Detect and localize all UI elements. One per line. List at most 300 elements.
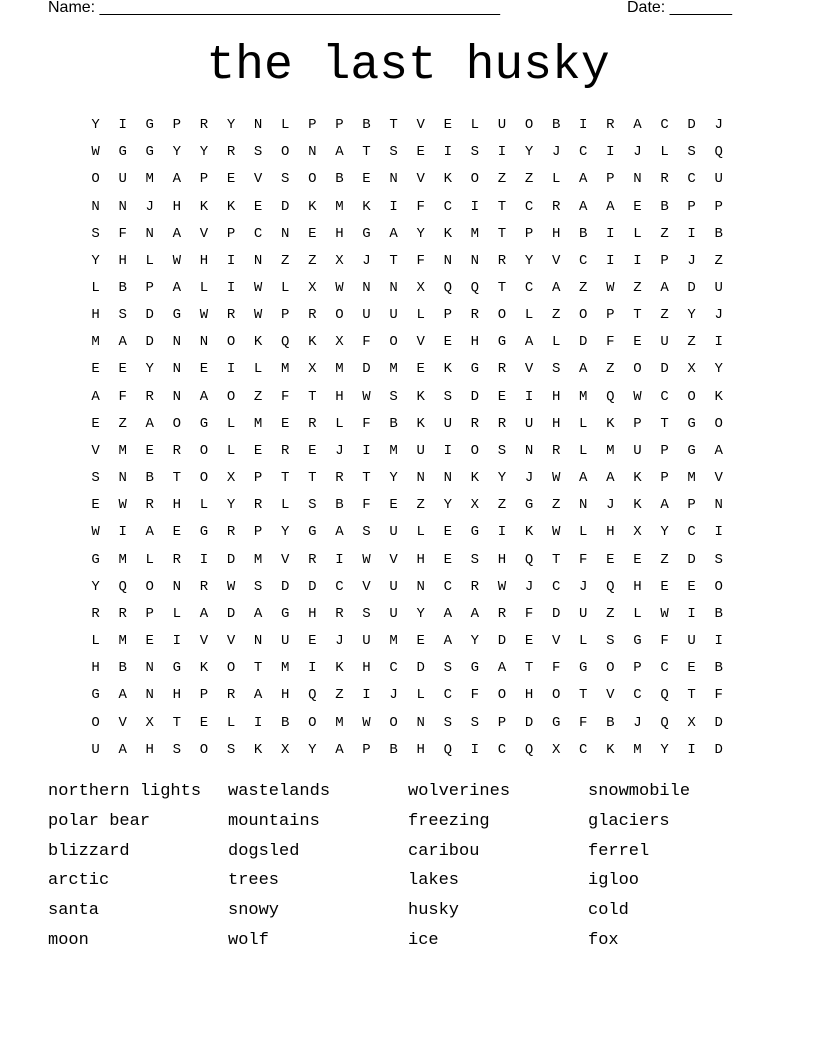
grid-letter: P bbox=[660, 470, 669, 487]
grid-letter: P bbox=[443, 307, 452, 324]
grid-letter: E bbox=[118, 361, 127, 378]
grid-letter: O bbox=[308, 714, 317, 731]
grid-letter: A bbox=[118, 741, 127, 758]
grid-letter: K bbox=[606, 741, 615, 758]
grid-row bbox=[82, 411, 732, 438]
grid-letter: C bbox=[633, 687, 642, 704]
grid-letter: A bbox=[253, 605, 263, 622]
grid-letter: A bbox=[253, 687, 263, 704]
grid-letter: Y bbox=[497, 470, 507, 487]
grid-letter: C bbox=[443, 687, 452, 704]
grid-letter: S bbox=[91, 470, 100, 487]
grid-letter: E bbox=[91, 497, 100, 514]
grid-row bbox=[82, 438, 732, 465]
grid-letter: Z bbox=[687, 334, 696, 351]
grid-letter: H bbox=[606, 524, 615, 541]
grid-letter: H bbox=[335, 225, 344, 242]
grid-letter: L bbox=[633, 225, 642, 242]
grid-letter: R bbox=[172, 442, 182, 459]
grid-letter: P bbox=[687, 198, 696, 215]
grid-letter: Z bbox=[551, 497, 561, 514]
grid-row bbox=[82, 574, 732, 601]
grid-letter: A bbox=[579, 198, 588, 215]
grid-letter: K bbox=[253, 741, 263, 758]
word-list-item: polar bear bbox=[48, 811, 151, 831]
grid-row bbox=[82, 547, 732, 574]
grid-letter: B bbox=[335, 497, 344, 514]
grid-letter: I bbox=[443, 442, 452, 459]
grid-letter: J bbox=[714, 117, 723, 134]
word-list-item: wastelands bbox=[228, 782, 331, 801]
grid-letter: N bbox=[416, 578, 425, 595]
grid-letter: H bbox=[118, 252, 127, 269]
grid-letter: L bbox=[145, 551, 154, 568]
grid-letter: O bbox=[172, 415, 182, 432]
grid-letter: S bbox=[253, 144, 263, 161]
grid-letter: R bbox=[470, 307, 480, 324]
grid-letter: D bbox=[145, 334, 154, 351]
grid-letter: N bbox=[308, 144, 317, 161]
grid-letter: S bbox=[253, 578, 263, 595]
grid-letter: M bbox=[281, 361, 290, 378]
grid-letter: P bbox=[145, 605, 154, 622]
grid-letter: N bbox=[633, 171, 642, 188]
grid-letter: N bbox=[714, 497, 723, 514]
grid-letter: A bbox=[145, 524, 154, 541]
grid-letter: N bbox=[416, 714, 425, 731]
grid-letter: R bbox=[470, 415, 480, 432]
grid-letter: O bbox=[199, 442, 209, 459]
grid-letter: N bbox=[524, 442, 534, 459]
grid-letter: I bbox=[714, 334, 723, 351]
grid-letter: J bbox=[606, 497, 615, 514]
grid-letter: S bbox=[687, 144, 696, 161]
grid-letter: V bbox=[551, 633, 561, 650]
grid-letter: T bbox=[389, 117, 398, 134]
grid-letter: Q bbox=[281, 334, 290, 351]
grid-letter: V bbox=[551, 252, 561, 269]
grid-letter: C bbox=[443, 578, 452, 595]
grid-letter: N bbox=[118, 470, 127, 487]
grid-letter: G bbox=[470, 660, 480, 677]
grid-letter: I bbox=[633, 252, 642, 269]
grid-letter: K bbox=[335, 660, 344, 677]
grid-letter: N bbox=[416, 470, 425, 487]
grid-letter: K bbox=[308, 198, 317, 215]
grid-letter: N bbox=[389, 171, 398, 188]
grid-letter: T bbox=[281, 470, 290, 487]
grid-letter: J bbox=[633, 144, 642, 161]
grid-letter: W bbox=[253, 307, 263, 324]
grid-letter: I bbox=[497, 524, 507, 541]
grid-letter: Z bbox=[551, 307, 561, 324]
grid-letter: Z bbox=[335, 687, 344, 704]
grid-letter: M bbox=[335, 714, 344, 731]
grid-letter: P bbox=[714, 198, 723, 215]
grid-letter: A bbox=[633, 117, 642, 134]
grid-letter: R bbox=[497, 605, 507, 622]
grid-letter: S bbox=[389, 144, 398, 161]
grid-letter: D bbox=[714, 714, 723, 731]
grid-letter: F bbox=[416, 252, 425, 269]
grid-letter: T bbox=[308, 470, 317, 487]
grid-letter: R bbox=[226, 307, 236, 324]
grid-letter: N bbox=[172, 361, 182, 378]
grid-letter: S bbox=[308, 497, 317, 514]
grid-letter: Z bbox=[714, 252, 723, 269]
grid-letter: Y bbox=[416, 225, 425, 242]
grid-letter: O bbox=[389, 714, 398, 731]
grid-letter: A bbox=[172, 171, 182, 188]
grid-letter: H bbox=[199, 252, 209, 269]
grid-letter: H bbox=[172, 198, 182, 215]
grid-letter: F bbox=[579, 714, 588, 731]
grid-letter: O bbox=[281, 144, 290, 161]
grid-letter: L bbox=[551, 334, 561, 351]
grid-letter: G bbox=[145, 117, 154, 134]
grid-letter: V bbox=[253, 171, 263, 188]
grid-letter: C bbox=[524, 280, 534, 297]
grid-row bbox=[82, 139, 732, 166]
grid-letter: I bbox=[226, 361, 236, 378]
grid-letter: L bbox=[416, 524, 425, 541]
word-list-item: husky bbox=[408, 901, 460, 921]
grid-letter: N bbox=[362, 280, 371, 297]
grid-letter: L bbox=[579, 633, 588, 650]
grid-letter: Q bbox=[443, 741, 452, 758]
grid-letter: T bbox=[660, 415, 669, 432]
grid-letter: E bbox=[308, 633, 317, 650]
grid-letter: I bbox=[118, 117, 127, 134]
grid-letter: Q bbox=[443, 280, 452, 297]
grid-letter: C bbox=[660, 388, 669, 405]
grid-letter: V bbox=[416, 334, 425, 351]
grid-letter: U bbox=[524, 415, 534, 432]
grid-letter: O bbox=[199, 470, 209, 487]
grid-letter: M bbox=[335, 361, 344, 378]
grid-letter: E bbox=[497, 388, 507, 405]
grid-letter: O bbox=[389, 334, 398, 351]
grid-letter: K bbox=[470, 470, 480, 487]
grid-letter: C bbox=[551, 578, 561, 595]
grid-letter: A bbox=[579, 361, 588, 378]
grid-letter: E bbox=[443, 551, 452, 568]
grid-letter: W bbox=[172, 252, 182, 269]
grid-letter: P bbox=[172, 117, 182, 134]
name-field-label: Name: _____________________________________________ bbox=[48, 0, 500, 16]
grid-letter: G bbox=[687, 442, 696, 459]
grid-letter: I bbox=[172, 633, 182, 650]
grid-letter: S bbox=[470, 714, 480, 731]
grid-letter: P bbox=[308, 117, 317, 134]
grid-letter: F bbox=[524, 605, 534, 622]
grid-letter: Y bbox=[145, 361, 154, 378]
grid-letter: O bbox=[606, 660, 615, 677]
grid-letter: H bbox=[470, 334, 480, 351]
grid-letter: N bbox=[172, 578, 182, 595]
grid-letter: D bbox=[281, 198, 290, 215]
grid-letter: T bbox=[633, 307, 642, 324]
grid-letter: E bbox=[91, 415, 100, 432]
grid-letter: C bbox=[579, 252, 588, 269]
grid-letter: P bbox=[199, 171, 209, 188]
grid-letter: Q bbox=[524, 551, 534, 568]
grid-letter: C bbox=[687, 524, 696, 541]
grid-letter: M bbox=[118, 551, 127, 568]
grid-letter: E bbox=[91, 361, 100, 378]
grid-letter: F bbox=[118, 225, 127, 242]
grid-letter: M bbox=[118, 633, 127, 650]
grid-letter: T bbox=[172, 714, 182, 731]
grid-letter: X bbox=[308, 361, 317, 378]
grid-letter: S bbox=[281, 171, 290, 188]
grid-row bbox=[82, 193, 732, 220]
grid-letter: P bbox=[497, 714, 507, 731]
grid-row bbox=[82, 302, 732, 329]
grid-letter: U bbox=[389, 524, 398, 541]
grid-letter: W bbox=[335, 280, 344, 297]
grid-letter: K bbox=[416, 415, 425, 432]
grid-letter: M bbox=[118, 442, 127, 459]
grid-letter: Z bbox=[497, 171, 507, 188]
grid-letter: B bbox=[660, 198, 669, 215]
grid-letter: E bbox=[633, 334, 642, 351]
grid-letter: A bbox=[389, 225, 398, 242]
grid-letter: A bbox=[199, 605, 209, 622]
grid-letter: N bbox=[443, 252, 452, 269]
grid-letter: X bbox=[281, 741, 290, 758]
grid-letter: E bbox=[172, 524, 182, 541]
grid-letter: A bbox=[470, 605, 480, 622]
grid-letter: U bbox=[389, 578, 398, 595]
grid-letter: S bbox=[118, 307, 127, 324]
grid-letter: B bbox=[714, 605, 723, 622]
grid-letter: A bbox=[443, 633, 452, 650]
grid-row bbox=[82, 628, 732, 655]
grid-letter: Y bbox=[470, 633, 480, 650]
grid-letter: Q bbox=[524, 741, 534, 758]
grid-letter: O bbox=[633, 361, 642, 378]
grid-letter: Z bbox=[633, 280, 642, 297]
word-list-item: santa bbox=[48, 901, 100, 921]
grid-letter: J bbox=[389, 687, 398, 704]
grid-letter: N bbox=[389, 280, 398, 297]
grid-letter: H bbox=[416, 551, 425, 568]
grid-letter: G bbox=[91, 687, 100, 704]
grid-letter: K bbox=[633, 470, 642, 487]
grid-letter: F bbox=[660, 633, 669, 650]
grid-letter: B bbox=[389, 415, 398, 432]
grid-letter: H bbox=[145, 741, 154, 758]
grid-letter: T bbox=[524, 660, 534, 677]
grid-letter: H bbox=[91, 660, 100, 677]
grid-letter: C bbox=[687, 171, 696, 188]
grid-letter: E bbox=[253, 442, 263, 459]
grid-letter: Y bbox=[714, 361, 723, 378]
grid-letter: A bbox=[118, 687, 127, 704]
grid-letter: N bbox=[470, 252, 480, 269]
grid-letter: U bbox=[362, 307, 371, 324]
grid-letter: I bbox=[606, 252, 615, 269]
grid-letter: A bbox=[660, 280, 669, 297]
grid-letter: A bbox=[660, 497, 669, 514]
grid-letter: D bbox=[524, 714, 534, 731]
grid-letter: L bbox=[524, 307, 534, 324]
grid-letter: F bbox=[551, 660, 561, 677]
grid-letter: Q bbox=[118, 578, 127, 595]
page-title: the last husky bbox=[206, 39, 610, 93]
grid-letter: P bbox=[362, 741, 371, 758]
grid-letter: O bbox=[226, 660, 236, 677]
grid-letter: W bbox=[91, 524, 100, 541]
grid-letter: G bbox=[199, 415, 209, 432]
grid-letter: A bbox=[335, 144, 344, 161]
grid-letter: A bbox=[335, 741, 344, 758]
grid-letter: N bbox=[281, 225, 290, 242]
word-list-item: wolverines bbox=[408, 782, 511, 801]
grid-letter: B bbox=[551, 117, 561, 134]
grid-letter: N bbox=[253, 252, 263, 269]
grid-letter: U bbox=[714, 171, 723, 188]
word-list-item: trees bbox=[228, 871, 280, 891]
grid-letter: I bbox=[524, 388, 534, 405]
grid-letter: D bbox=[145, 307, 154, 324]
grid-letter: M bbox=[91, 334, 100, 351]
grid-letter: E bbox=[145, 633, 154, 650]
grid-letter: L bbox=[253, 361, 263, 378]
grid-letter: P bbox=[335, 117, 344, 134]
grid-letter: G bbox=[199, 524, 209, 541]
grid-letter: P bbox=[606, 307, 615, 324]
grid-letter: N bbox=[172, 388, 182, 405]
grid-letter: A bbox=[579, 470, 588, 487]
grid-letter: V bbox=[389, 551, 398, 568]
grid-letter: P bbox=[253, 524, 263, 541]
grid-letter: V bbox=[416, 171, 425, 188]
grid-letter: E bbox=[633, 551, 642, 568]
grid-letter: P bbox=[524, 225, 534, 242]
grid-letter: C bbox=[253, 225, 263, 242]
grid-letter: S bbox=[443, 660, 452, 677]
grid-letter: A bbox=[606, 470, 615, 487]
grid-letter: N bbox=[253, 633, 263, 650]
grid-letter: R bbox=[335, 470, 344, 487]
grid-letter: Z bbox=[497, 497, 507, 514]
grid-letter: G bbox=[497, 334, 507, 351]
grid-letter: K bbox=[443, 361, 452, 378]
grid-letter: H bbox=[362, 660, 371, 677]
grid-letter: B bbox=[335, 171, 344, 188]
grid-letter: D bbox=[281, 578, 290, 595]
grid-letter: W bbox=[118, 497, 127, 514]
grid-letter: W bbox=[362, 388, 371, 405]
grid-letter: T bbox=[687, 687, 696, 704]
grid-letter: O bbox=[308, 171, 317, 188]
grid-letter: W bbox=[606, 280, 615, 297]
grid-letter: R bbox=[91, 605, 100, 622]
grid-letter: M bbox=[253, 415, 263, 432]
grid-letter: W bbox=[551, 524, 561, 541]
grid-letter: K bbox=[199, 198, 209, 215]
grid-letter: O bbox=[497, 307, 507, 324]
grid-letter: E bbox=[443, 524, 452, 541]
word-list-item: blizzard bbox=[48, 841, 130, 861]
grid-letter: Z bbox=[308, 252, 317, 269]
grid-letter: B bbox=[145, 470, 154, 487]
word-list-item: mountains bbox=[228, 811, 320, 831]
grid-letter: I bbox=[118, 524, 127, 541]
grid-letter: V bbox=[416, 117, 425, 134]
grid-letter: J bbox=[145, 198, 154, 215]
grid-letter: Q bbox=[606, 388, 615, 405]
grid-letter: V bbox=[226, 633, 236, 650]
grid-letter: Y bbox=[281, 524, 290, 541]
grid-letter: E bbox=[281, 415, 290, 432]
grid-row bbox=[82, 166, 732, 193]
word-list-item: freezing bbox=[408, 811, 490, 831]
grid-letter: G bbox=[172, 307, 182, 324]
grid-letter: D bbox=[687, 551, 696, 568]
grid-letter: B bbox=[714, 225, 723, 242]
grid-letter: Q bbox=[308, 687, 317, 704]
grid-letter: F bbox=[118, 388, 127, 405]
grid-letter: N bbox=[118, 198, 127, 215]
grid-letter: I bbox=[470, 741, 480, 758]
grid-letter: A bbox=[335, 524, 344, 541]
grid-letter: S bbox=[443, 388, 452, 405]
grid-letter: G bbox=[362, 225, 371, 242]
grid-letter: R bbox=[497, 361, 507, 378]
grid-letter: F bbox=[714, 687, 723, 704]
grid-letter: R bbox=[551, 198, 561, 215]
grid-letter: I bbox=[714, 633, 723, 650]
grid-letter: P bbox=[226, 225, 236, 242]
grid-row bbox=[82, 709, 732, 736]
grid-letter: S bbox=[172, 741, 182, 758]
grid-letter: I bbox=[253, 714, 263, 731]
grid-letter: D bbox=[226, 551, 236, 568]
grid-letter: D bbox=[416, 660, 425, 677]
grid-letter: J bbox=[579, 578, 588, 595]
grid-letter: T bbox=[308, 388, 317, 405]
grid-letter: E bbox=[687, 578, 696, 595]
grid-letter: G bbox=[172, 660, 182, 677]
grid-letter: J bbox=[335, 633, 344, 650]
grid-letter: F bbox=[362, 497, 371, 514]
grid-letter: J bbox=[524, 578, 534, 595]
grid-letter: H bbox=[335, 388, 344, 405]
grid-letter: C bbox=[579, 144, 588, 161]
grid-letter: M bbox=[633, 741, 642, 758]
grid-letter: T bbox=[551, 551, 561, 568]
grid-letter: E bbox=[389, 497, 398, 514]
grid-letter: K bbox=[443, 171, 452, 188]
grid-letter: O bbox=[145, 578, 154, 595]
grid-letter: T bbox=[253, 660, 263, 677]
grid-letter: A bbox=[606, 198, 615, 215]
grid-letter: M bbox=[687, 470, 696, 487]
grid-letter: L bbox=[579, 442, 588, 459]
grid-letter: L bbox=[579, 415, 588, 432]
grid-letter: L bbox=[660, 144, 669, 161]
grid-row bbox=[82, 248, 732, 275]
grid-letter: W bbox=[199, 307, 209, 324]
grid-letter: M bbox=[145, 171, 154, 188]
word-list-item: arctic bbox=[48, 871, 110, 891]
grid-letter: J bbox=[714, 307, 723, 324]
grid-letter: F bbox=[281, 388, 290, 405]
grid-letter: L bbox=[335, 415, 344, 432]
